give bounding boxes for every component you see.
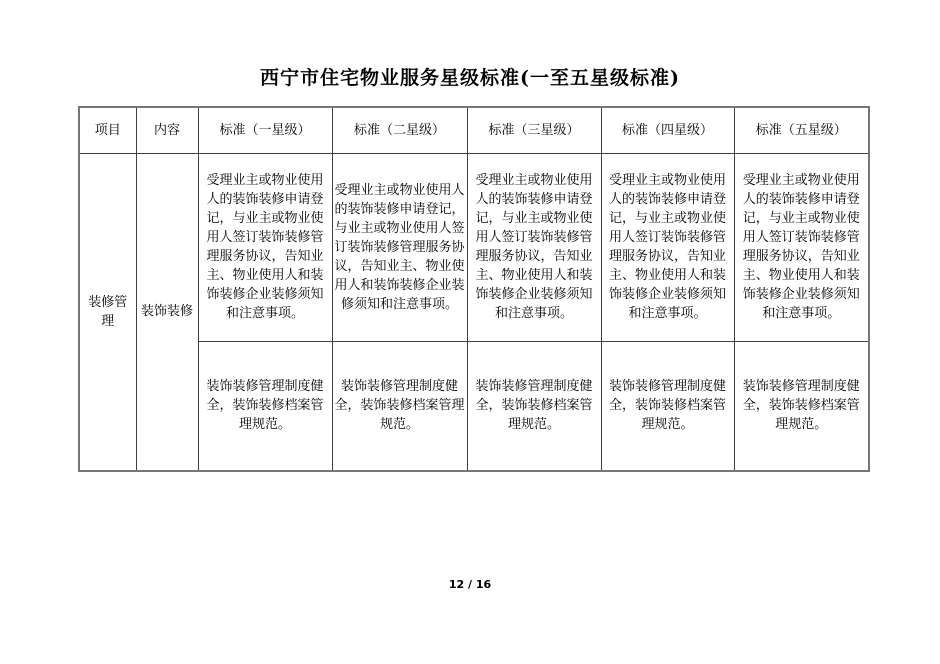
cell-registration-5star: 受理业主或物业使用人的装饰装修申请登记，与业主或物业使用人签订装饰装修管理服务协议，告知业主、物业使用人和装饰装修企业装修须知和注意事项。 bbox=[734, 153, 869, 341]
cell-registration-2star: 受理业主或物业使用人的装饰装修申请登记，与业主或物业使用人签订装饰装修管理服务协议，告知业主、物业使用人和装饰装修企业装修须知和注意事项。 bbox=[332, 153, 467, 341]
header-standard-5star: 标准（五星级） bbox=[734, 107, 869, 153]
header-content: 内容 bbox=[136, 107, 198, 153]
table-row-registration bbox=[79, 153, 869, 341]
cell-registration-3star: 受理业主或物业使用人的装饰装修申请登记，与业主或物业使用人签订装饰装修管理服务协议，告知业主、物业使用人和装饰装修企业装修须知和注意事项。 bbox=[467, 153, 601, 341]
standards-table bbox=[78, 106, 870, 472]
cell-content: 装饰装修 bbox=[136, 153, 198, 471]
cell-archive-4star: 装饰装修管理制度健全，装饰装修档案管理规范。 bbox=[601, 341, 734, 471]
cell-project: 装修管理 bbox=[79, 153, 136, 471]
cell-archive-1star: 装饰装修管理制度健全，装饰装修档案管理规范。 bbox=[198, 341, 332, 471]
table-header-row bbox=[79, 107, 869, 153]
header-standard-1star: 标准（一星级） bbox=[198, 107, 332, 153]
cell-archive-2star: 装饰装修管理制度健全，装饰装修档案管理规范。 bbox=[332, 341, 467, 471]
header-project: 项目 bbox=[79, 107, 136, 153]
cell-registration-4star: 受理业主或物业使用人的装饰装修申请登记，与业主或物业使用人签订装饰装修管理服务协议，告知业主、物业使用人和装饰装修企业装修须知和注意事项。 bbox=[601, 153, 734, 341]
table-row-archive bbox=[79, 341, 869, 471]
page-number: 12 / 16 bbox=[448, 578, 492, 591]
cell-archive-5star: 装饰装修管理制度健全，装饰装修档案管理规范。 bbox=[734, 341, 869, 471]
cell-archive-3star: 装饰装修管理制度健全，装饰装修档案管理规范。 bbox=[467, 341, 601, 471]
document-title: 西宁市住宅物业服务星级标准(一至五星级标准) bbox=[260, 67, 680, 89]
header-standard-2star: 标准（二星级） bbox=[332, 107, 467, 153]
header-standard-3star: 标准（三星级） bbox=[467, 107, 601, 153]
header-standard-4star: 标准（四星级） bbox=[601, 107, 734, 153]
cell-registration-1star: 受理业主或物业使用人的装饰装修申请登记，与业主或物业使用人签订装饰装修管理服务协议，告知业主、物业使用人和装饰装修企业装修须知和注意事项。 bbox=[198, 153, 332, 341]
